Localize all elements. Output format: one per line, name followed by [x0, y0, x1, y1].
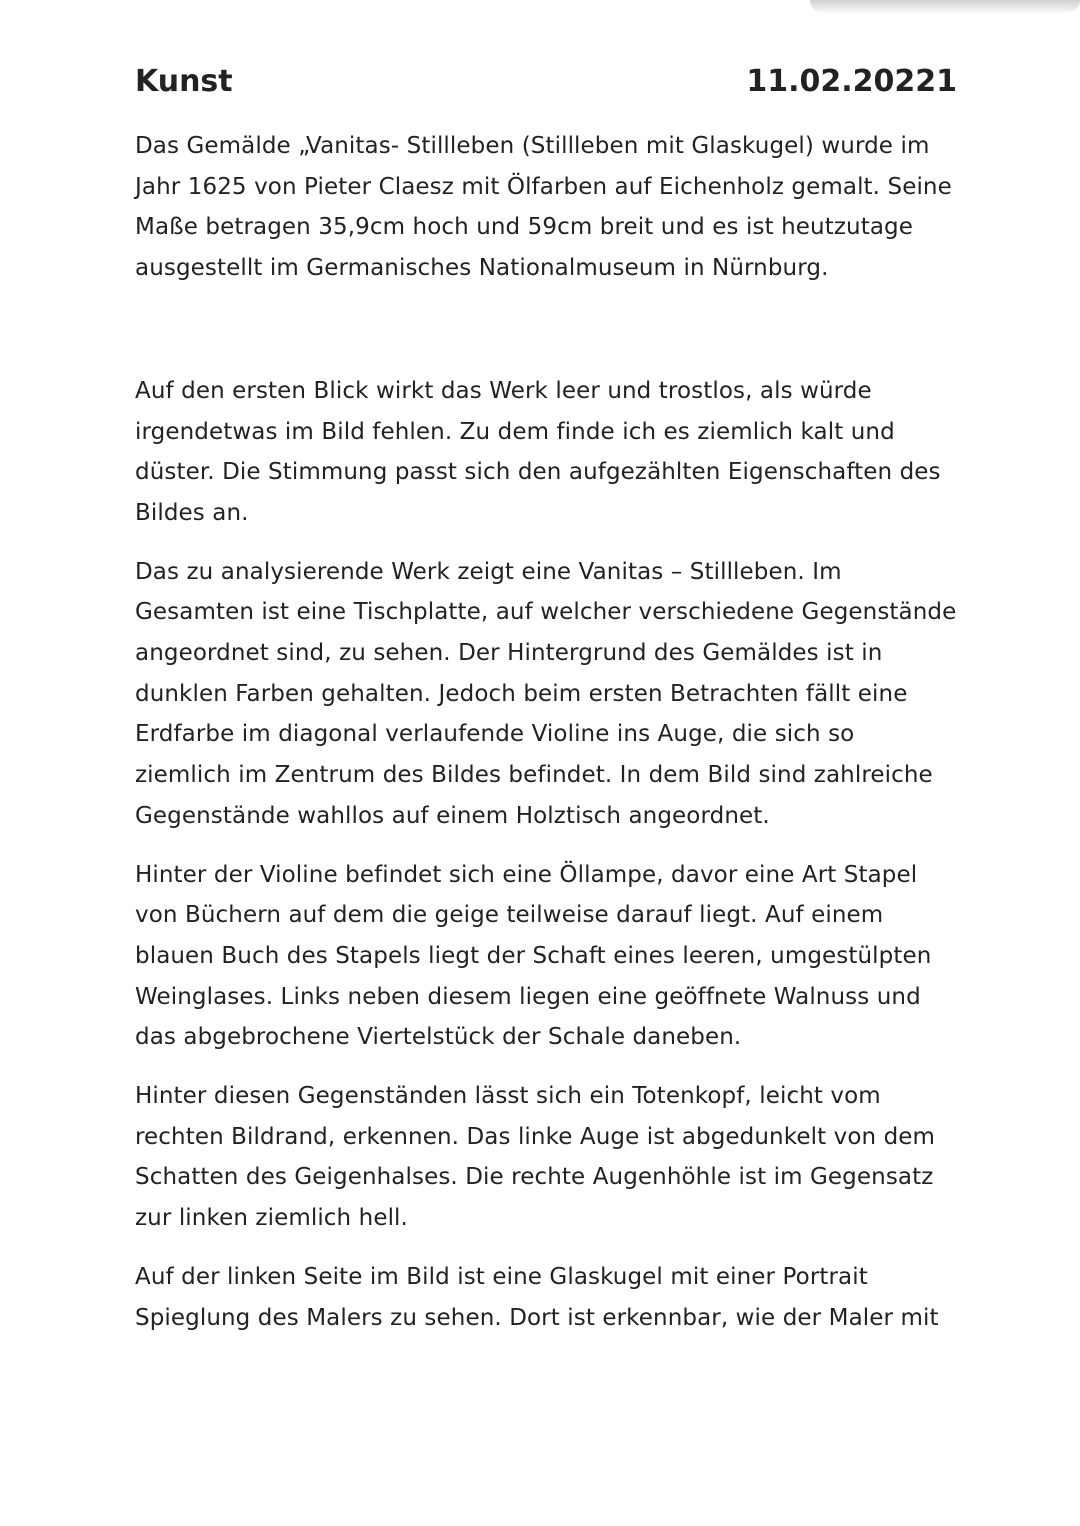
paragraph-first-impression: Auf den ersten Blick wirkt das Werk leer und trostlos, als würde irgendetwas im Bild fehlen. Zu dem finde ich es ziemlich kalt und düster. Die Stimmung passt sich den aufgezählten Eigenschaften des Bildes an. — [135, 377, 941, 526]
date-heading: 11.02.20221 — [746, 64, 957, 99]
paragraph-intro: Das Gemälde „Vanitas- Stillleben (Stillleben mit Glaskugel) wurde im Jahr 1625 von Pieter Claesz mit Ölfarben auf Eichenholz gemalt. Seine Maße betragen 35,9cm hoch und 59cm breit und es ist heutzutage ausgestellt im Germanisches Nationalmuseum in Nürnburg. — [135, 133, 952, 282]
document-page — [135, 62, 957, 1338]
paragraph-violin: Hinter der Violine befindet sich eine Öllampe, davor eine Art Stapel von Büchern auf dem die geige teilweise darauf liegt. Auf einem blauen Buch des Stapels liegt der Schaft eines leeren, umgestülpten Weinglases. Links neben diesem liegen eine geöffnete Walnuss und das abgebrochene Viertelstück der Schale daneben. — [135, 861, 932, 1051]
subject-heading: Kunst — [135, 64, 233, 99]
paragraph-description: Das zu analysierende Werk zeigt eine Vanitas – Stillleben. Im Gesamten ist eine Tischplatte, auf welcher verschiedene Gegenstände angeordnet sind, zu sehen. Der Hintergrund des Gemäldes ist in dunklen Farben gehalten. Jedoch beim ersten Betrachten fällt eine Erdfarbe im diagonal verlaufende Violine ins Auge, die sich so ziemlich im Zentrum des Bildes befindet. In dem Bild sind zahlreiche Gegenstände wahllos auf einem Holztisch angeordnet. — [135, 558, 957, 829]
paragraph-glass-sphere: Auf der linken Seite im Bild ist eine Glaskugel mit einer Portrait Spieglung des Malers zu sehen. Dort ist erkennbar, wie der Maler mit — [135, 1263, 939, 1331]
scan-edge-shadow — [810, 0, 1080, 14]
document-header — [135, 62, 957, 116]
paragraph-skull: Hinter diesen Gegenständen lässt sich ein Totenkopf, leicht vom rechten Bildrand, erkennen. Das linke Auge ist abgedunkelt von dem Schatten des Geigenhalses. Die rechte Augenhöhle ist im Gegensatz zur linken ziemlich hell. — [135, 1083, 936, 1232]
